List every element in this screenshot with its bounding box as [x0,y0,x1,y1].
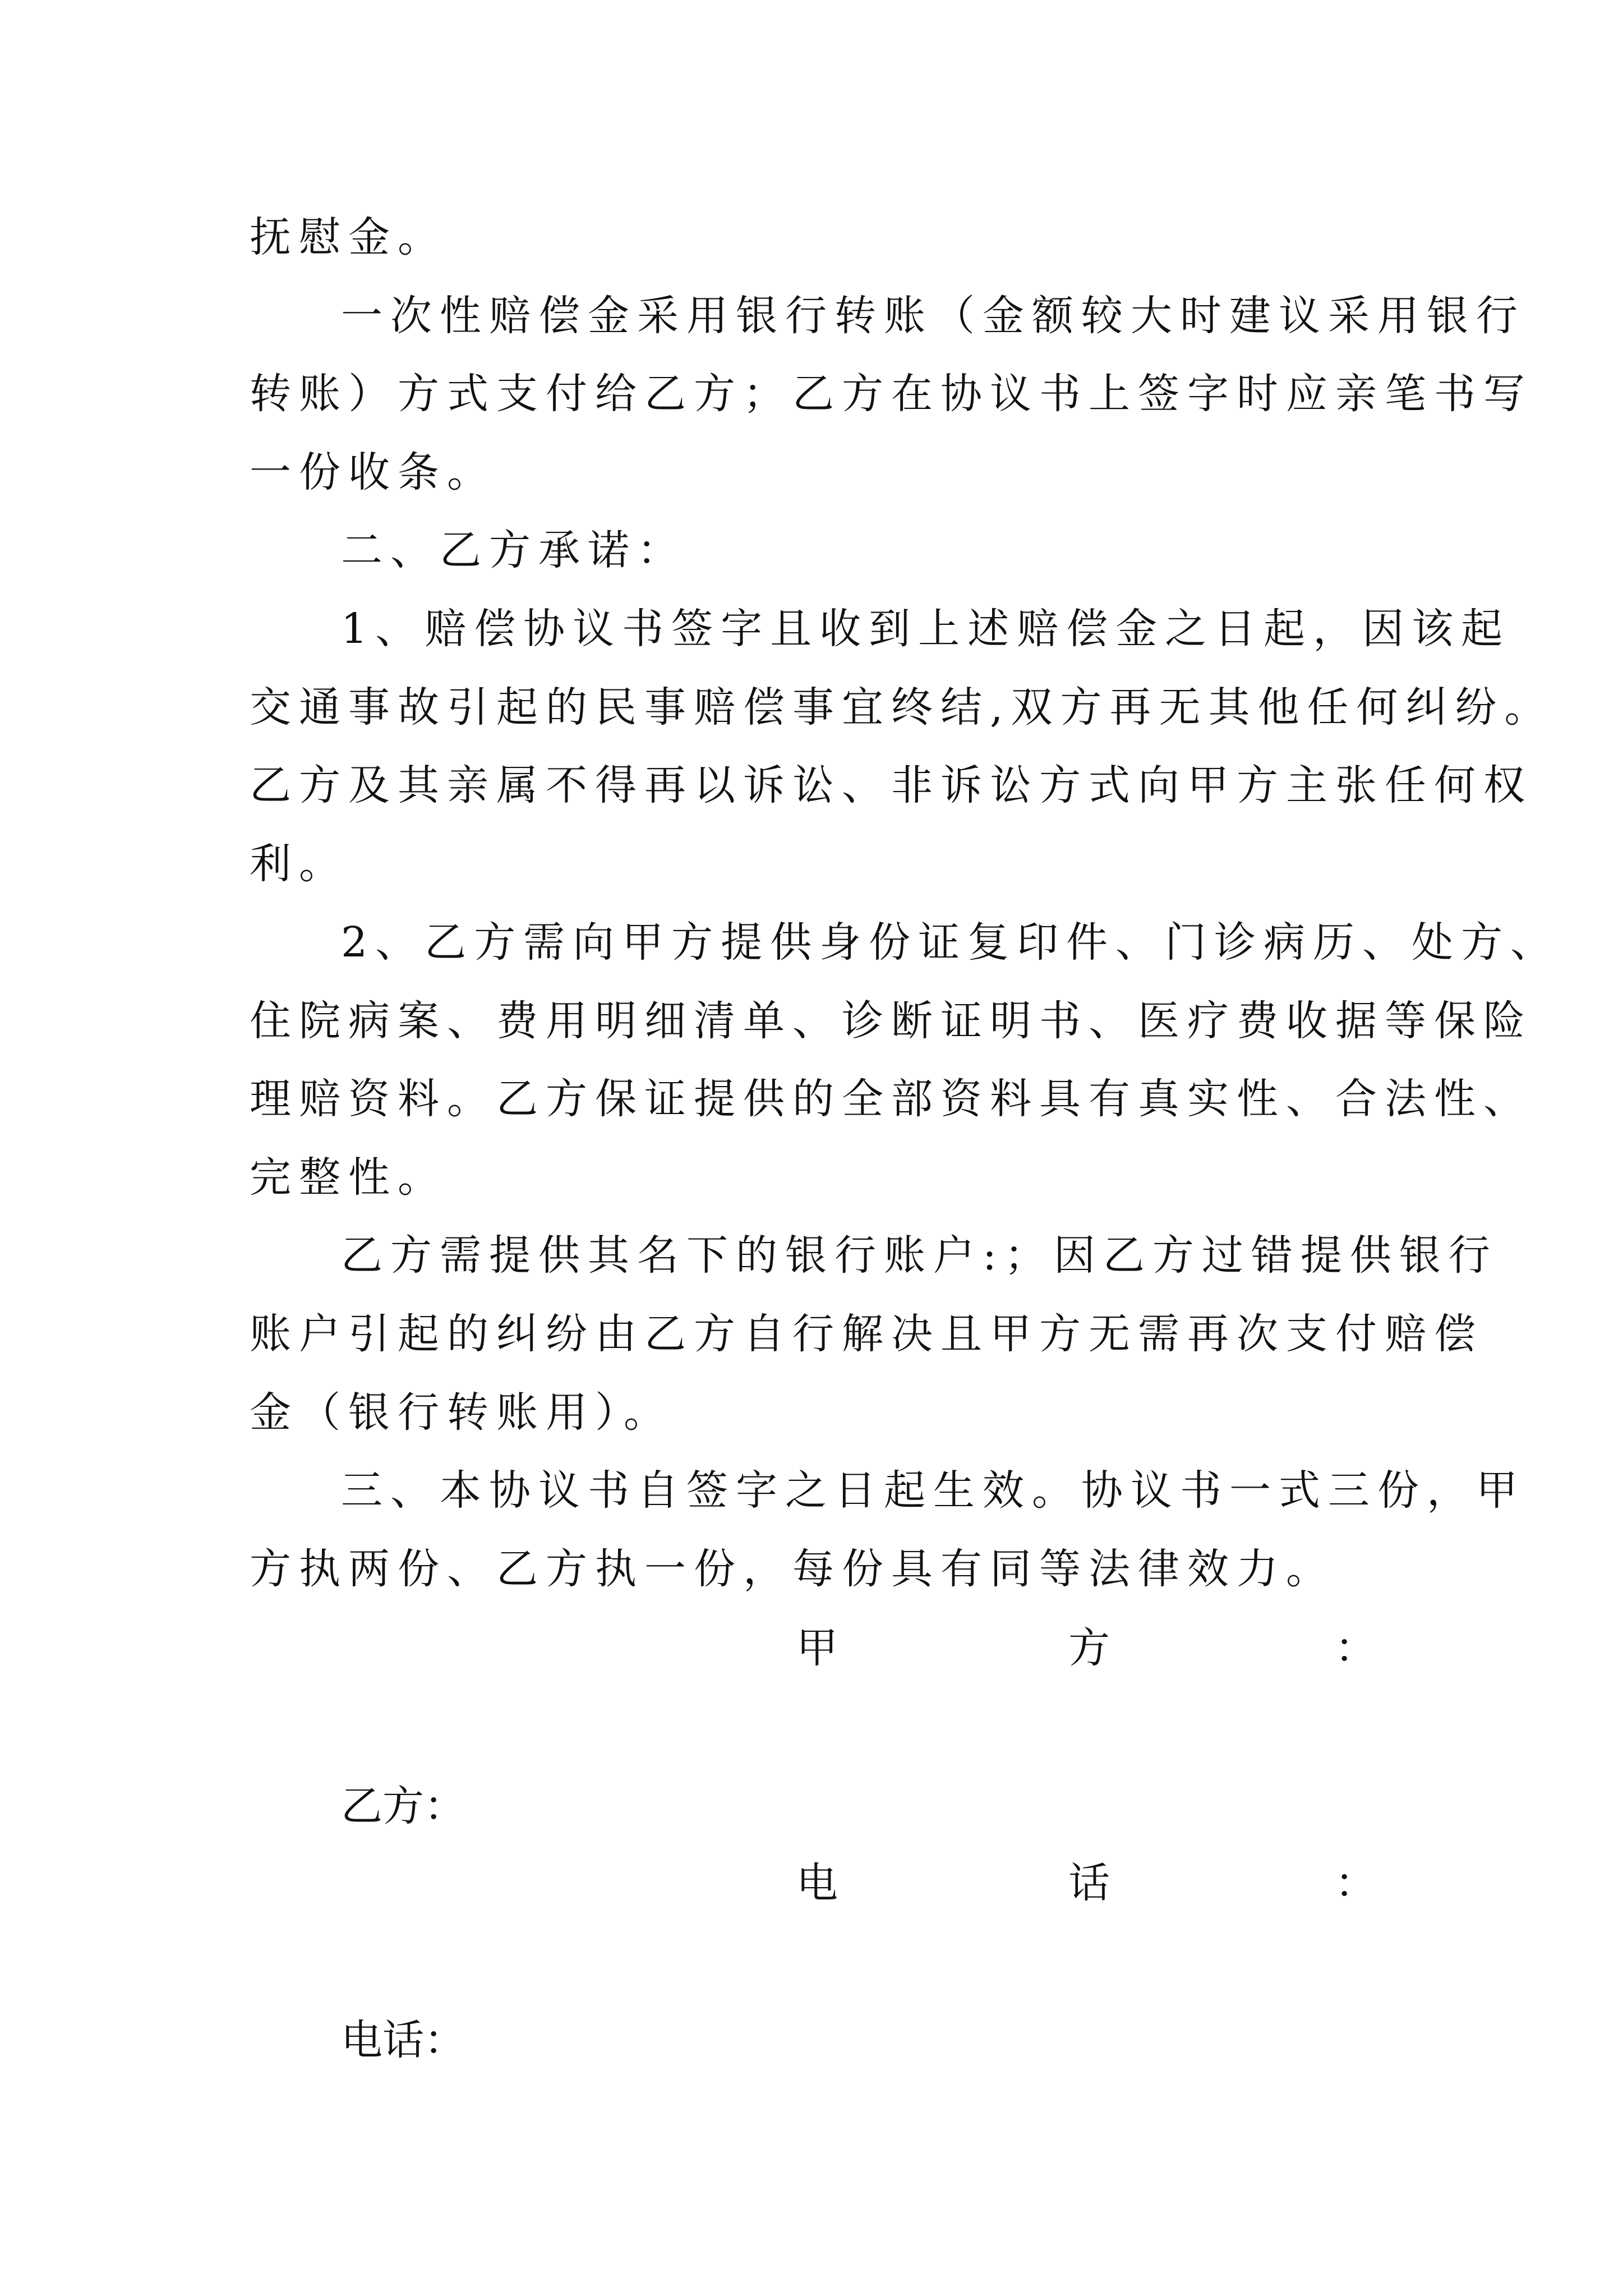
paragraph-line: 住院病案、费用明细清单、诊断证明书、医疗费收据等保险 [250,997,1533,1045]
phone-label-char: 话 [1068,1859,1110,1907]
paragraph-line: 金（银行转账用）。 [250,1388,673,1437]
paragraph-line: 交通事故引起的民事赔偿事宜终结,双方再无其他任何纠纷。 [250,683,1554,731]
paragraph-line: 理赔资料。乙方保证提供的全部资料具有真实性、合法性、 [250,1075,1533,1123]
party-a-label-char: 甲 [796,1624,838,1672]
paragraph-line: 利。 [250,840,348,888]
paragraph-line: 转账）方式支付给乙方；乙方在协议书上签字时应亲笔书写 [250,370,1533,418]
paragraph-line: 乙方需提供其名下的银行账户:；因乙方过错提供银行 [341,1231,1498,1280]
paragraph-line: 抚慰金。 [250,213,447,261]
paragraph-line: 1、赔偿协议书签字且收到上述赔偿金之日起，因该起 [341,605,1511,653]
paragraph-line: 方执两份、乙方执一份，每份具有同等法律效力。 [250,1545,1335,1593]
paragraph-line: 账户引起的纠纷由乙方自行解决且甲方无需再次支付赔偿 [250,1310,1483,1358]
paragraph-line: 2、乙方需向甲方提供身份证复印件、门诊病历、处方、 [341,918,1560,967]
paragraph-line: 一份收条。 [250,448,496,496]
paragraph-line: 乙方及其亲属不得再以诉讼、非诉讼方式向甲方主张任何权 [250,761,1533,809]
phone-colon: ： [1335,1859,1376,1907]
party-b-phone-label: 电话： [341,2016,465,2064]
paragraph-line: 一次性赔偿金采用银行转账（金额较大时建议采用银行 [341,292,1525,340]
paragraph-line: 完整性。 [250,1153,447,1202]
party-a-label-char: 方 [1068,1624,1110,1672]
phone-label-char: 电 [796,1859,838,1907]
paragraph-line: 三、本协议书自签字之日起生效。协议书一式三份，甲 [341,1466,1525,1515]
section-heading: 二、乙方承诺： [341,526,686,574]
party-b-label: 乙方： [341,1782,465,1830]
party-a-colon: ： [1335,1624,1376,1672]
